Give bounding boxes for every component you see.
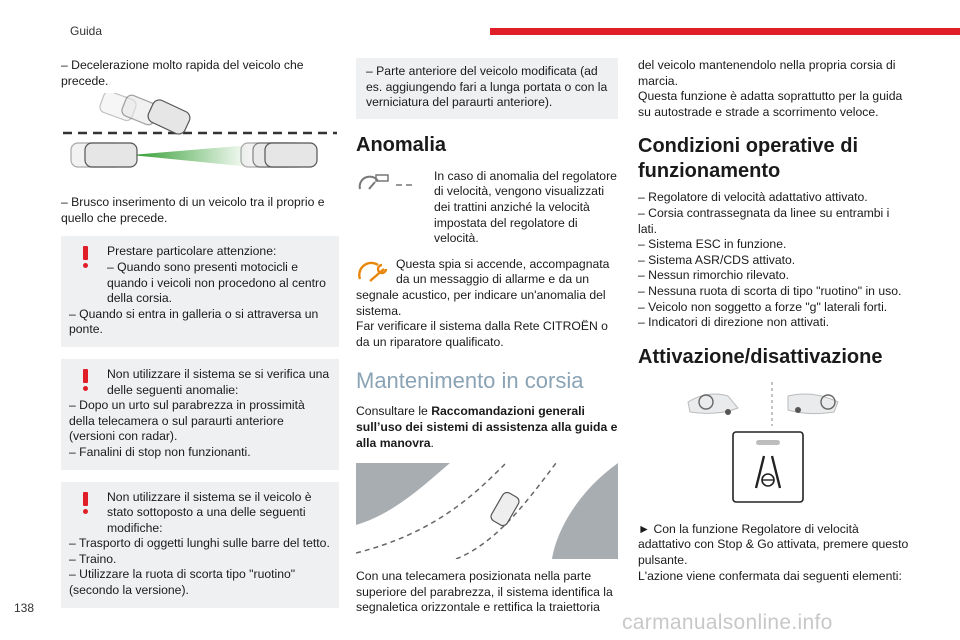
warning-text: Prestare particolare attenzione:: [107, 244, 277, 259]
watermark: carmanualsonline.info: [622, 611, 833, 634]
paragraph: – Decelerazione molto rapida del veicolo che precede.: [61, 58, 304, 88]
warning-text: Non utilizzare il sistema se il veicolo è stato sottoposto a una delle seguenti modifiche:: [107, 489, 312, 535]
section-title: Guida: [70, 24, 103, 38]
text: Consultare le: [356, 404, 432, 419]
warning-icon: [83, 369, 89, 389]
steering-wheel-buttons-illustration: [638, 382, 910, 426]
list-item: – Sistema ESC in funzione.: [638, 237, 787, 252]
warning-text: – Quando si entra in galleria o si attraversa un ponte.: [69, 306, 319, 337]
list-item: – Nessun rimorchio rilevato.: [638, 268, 790, 283]
column-right: [638, 58, 910, 584]
section-heading-anomalia: Anomalia: [356, 133, 447, 156]
cruise-control-dashes-icon: [356, 171, 422, 197]
warning-box: [61, 236, 339, 347]
column-left: [61, 58, 339, 608]
deceleration-illustration: [61, 93, 339, 185]
list-item: – Sistema ASR/CDS attivato.: [638, 252, 796, 267]
warning-text: Non utilizzare il sistema se si verifica una delle seguenti anomalie:: [107, 366, 330, 397]
warning-text: – Quando sono presenti motocicli e quando i veicoli non procedono al centro della corsia.: [107, 259, 326, 306]
list-item: – Corsia contrassegnata da linee su entrambi i lati.: [638, 205, 890, 236]
warning-text: – Dopo un urto sul parabrezza in prossimità della telecamera o sul paraurti anteriore (versioni con radar).: [69, 398, 305, 444]
section-heading-conditions: Condizioni operative di funzionamento: [638, 135, 859, 183]
warning-box: [61, 482, 339, 608]
page-number: 138: [14, 601, 35, 615]
conditions-list: [638, 190, 910, 330]
paragraph: Questa spia si accende, accompagnata da un messaggio di allarme e da un segnale acustico, per indicare un'anomalia del sistema.: [356, 256, 610, 318]
section-heading-activation: Attivazione/disattivazione: [638, 345, 883, 368]
paragraph: Con una telecamera posizionata nella parte superiore del parabrezza, il sistema identifica la segnaletica orizzontale e rettifica la traiettoria: [356, 569, 613, 615]
warning-text: – Utilizzare la ruota di scorta tipo "ruotino" (secondo la versione).: [69, 567, 296, 598]
warning-icon: [83, 246, 89, 266]
list-item: – Regolatore di velocità adattativo attivato.: [638, 190, 868, 205]
paragraph: – Brusco inserimento di un veicolo tra il proprio e quello che precede.: [61, 195, 325, 225]
paragraph: del veicolo mantenendolo nella propria corsia di marcia.: [638, 58, 896, 88]
warning-box: [61, 359, 339, 470]
warning-text: – Trasporto di oggetti lunghi sulle barre del tetto.: [69, 536, 330, 551]
column-middle: [356, 58, 618, 616]
text: .: [430, 435, 434, 450]
anomaly-row: [356, 169, 618, 247]
list-item: – Nessuna ruota di scorta di tipo "ruotino" in uso.: [638, 283, 902, 298]
paragraph: Questa funzione è adatta soprattutto per la guida su autostrade e strade a scorrimento veloce.: [638, 89, 903, 119]
paragraph: [356, 404, 618, 451]
note-text: – Parte anteriore del veicolo modificata (ad es. aggiungendo fari a lunga portata o con la verniciatura del paraurti anteriore).: [366, 64, 608, 110]
warning-text: – Fanalini di stop non funzionanti.: [69, 444, 251, 459]
wrench-warning-lamp-icon: [356, 259, 390, 285]
paragraph: Far verificare il sistema dalla Rete CITROËN o da un riparatore qualificato.: [356, 319, 608, 349]
list-item: – Indicatori di direzione non attivati.: [638, 315, 830, 330]
paragraph: In caso di anomalia del regolatore di velocità, vengono visualizzati dei trattini anziché la velocità impostata del regolatore di velocità.: [434, 168, 617, 246]
instruction-step: ► Con la funzione Regolatore di velocità adattativo con Stop & Go attivata, premere questo pulsante.: [638, 521, 909, 567]
lane-keeping-button-icon[interactable]: [638, 430, 910, 504]
note-box: [356, 58, 618, 119]
lane-keeping-illustration: [356, 463, 618, 559]
paragraph: L'azione viene confermata dai seguenti elementi:: [638, 568, 902, 583]
warning-lamp-paragraph: [356, 257, 618, 351]
section-color-bar: [490, 28, 960, 35]
warning-text: – Traino.: [69, 551, 117, 566]
warning-icon: [83, 492, 89, 512]
section-heading-lane-keeping: Mantenimento in corsia: [356, 368, 584, 394]
link-text: Raccomandazioni generali sull’uso dei sistemi di assistenza alla guida e alla manovra: [356, 404, 618, 450]
list-item: – Veicolo non soggetto a forze "g" laterali forti.: [638, 299, 888, 314]
